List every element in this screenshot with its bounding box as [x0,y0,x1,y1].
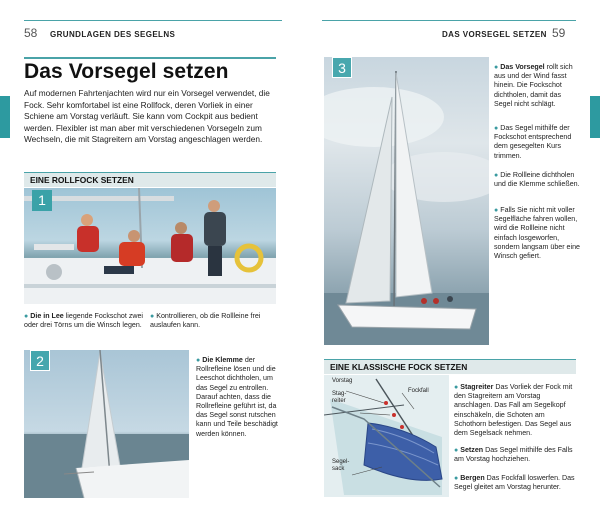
bullet-icon: ● [494,172,499,179]
right-page-number: 59 [552,26,566,40]
photo-step-2 [24,350,189,498]
step-1-number: 1 [32,190,52,211]
classic-caption-3-text: Das Fockfall loswerfen. Das Segel gleitet am Vorstag herunter. [454,474,575,492]
step-1-caption-b-text: Kontrollieren, ob die Rollleine frei auslaufen kann. [150,312,261,330]
page-title: Das Vorsegel setzen [24,60,229,83]
step-3-caption-3-text: Die Rollleine dichtholen und die Klemme schließen. [494,171,580,189]
bullet-icon: ● [454,384,459,391]
step-3-caption-2 [494,124,580,161]
classic-fock-diagram [324,375,449,497]
left-edge-tab [0,96,10,138]
step-3-caption-4-text: Falls Sie nicht mit voller Segelfläche fahren wollen, wird die Rollleine nicht einfach losgeworfen, sondern langsam über eine Winsch gefiert. [494,206,580,261]
classic-caption-1-text: Das Vorliek der Fock mit den Stagreitern am Vorstag anschlagen. Das Fall am Segelkopf einschäkeln, die Schoten am Schothorn befestigen. Das Segel aus dem Segelsack nehmen. [454,383,573,438]
right-section-title: DAS VORSEGEL SETZEN [442,30,547,39]
label-stagreiter: Stag- reiter [332,391,347,404]
step-3-caption-3 [494,171,580,189]
classic-caption-2-text: Das Segel mithilfe des Falls am Vorstag hochziehen. [454,446,573,464]
classic-caption-1-bold: Stagreiter [460,383,494,391]
bullet-icon: ● [494,207,499,214]
classic-caption-3-bold: Bergen [460,474,485,482]
step-1-caption-a-text: liegende Fockschot zwei oder drei Törns um die Winsch legen. [24,312,144,330]
right-header-rule [322,20,576,21]
classic-caption-2 [454,446,578,464]
label-fockfall: Fockfall [408,388,429,394]
label-vorstag: Vorstag [332,378,353,384]
intro-text: Auf modernen Fahrtenjachten wird nur ein Vorsegel verwendet, die Fock. Sehr komfortabel ist eine Rollfock, deren Vorliek in einer Schiene am Vorstag verläuft. Sie kann vom Cockpit aus bedient werden. Flexibler ist man aber mit verschiedenen Vorsegeln zum Wechseln, die mit Stagreitern am Vorstag angeschlagen werden. [24,88,270,145]
bullet-icon: ● [454,447,459,454]
left-section-title: GRUNDLAGEN DES SEGELNS [50,30,176,39]
classic-caption-3 [454,474,578,492]
step-1-caption-a [24,312,156,330]
classic-caption-1 [454,383,578,438]
step-1-caption-a-bold: Die in Lee [30,312,64,320]
photo-step-3 [324,57,489,345]
left-header-rule [24,20,282,21]
bullet-icon: ● [150,313,155,320]
bullet-icon: ● [454,475,459,482]
step-3-caption-2-text: Das Segel mithilfe der Fockschot entsprechend dem gesegelten Kurs trimmen. [494,124,572,160]
step-3-caption-1-text: rollt sich aus und der Wind fasst hinein. Die Fockschot dichtholen, damit das Segel nicht schlägt. [494,63,573,108]
step-3-caption-4 [494,206,580,261]
photo-step-1 [24,188,276,304]
step-2-number: 2 [30,350,50,371]
step-2-caption-text: der Rollrefleine lösen und die Leeschot dichtholen, um das Segel zu entrollen. Darauf achten, dass die Rollrefleine geführt ist, da das Segel sonst rutschen kann und Teile beschädigt werden können. [196,356,278,438]
classic-caption-2-bold: Setzen [460,446,484,454]
unfurling-sail-illustration [24,350,189,498]
step-3-caption-1-bold: Das Vorsegel [500,63,545,71]
rollfock-heading: EINE ROLLFOCK SETZEN [24,172,276,187]
bullet-icon: ● [494,64,499,71]
bullet-icon: ● [24,313,29,320]
crew-illustration [24,188,276,304]
bullet-icon: ● [196,357,201,364]
left-page-number: 58 [24,26,38,40]
title-rule [24,57,276,59]
full-sail-illustration [324,57,489,345]
step-1-caption-b [150,312,276,330]
step-3-caption-1 [494,63,580,109]
step-3-number: 3 [332,57,352,78]
right-edge-tab [590,96,600,138]
step-2-caption-bold: Die Klemme [202,356,243,364]
classic-fock-heading: EINE KLASSISCHE FOCK SETZEN [324,359,576,374]
label-segelsack: Segel- sack [332,459,350,472]
step-2-caption [196,356,282,439]
bullet-icon: ● [494,125,499,132]
